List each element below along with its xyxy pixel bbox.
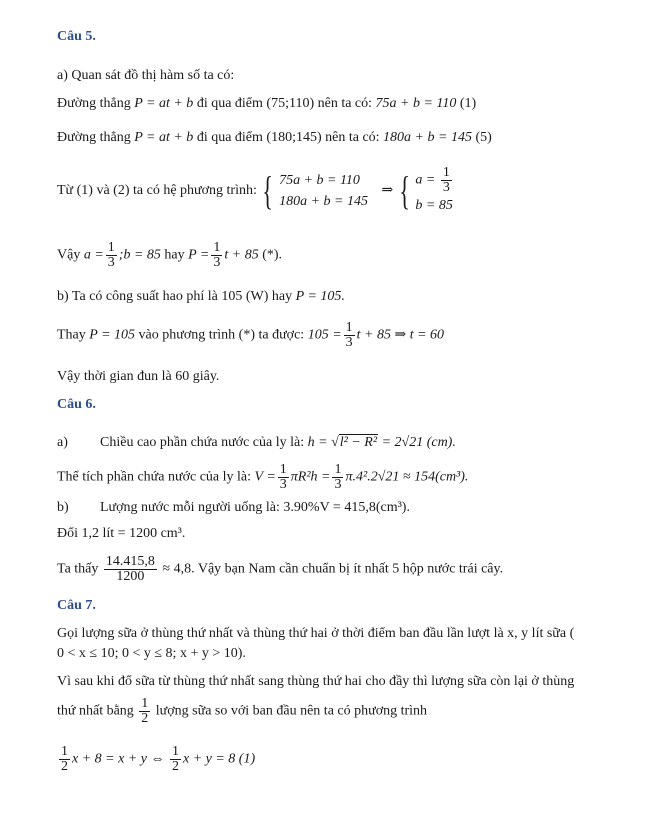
text: b) Ta có công suất hao phí là 105 (W) hay <box>57 289 293 304</box>
text: hay <box>164 247 185 263</box>
text: vào phương trình (*) ta được: <box>138 327 305 343</box>
numerator: 1 <box>107 240 115 255</box>
fraction <box>104 555 157 584</box>
equation: a = <box>83 247 104 263</box>
numerator: 14.415,8 <box>105 554 155 569</box>
tag: (*). <box>262 247 283 263</box>
q5-title: Câu 5. <box>57 29 96 44</box>
fraction <box>106 241 117 270</box>
equation: t + 85 <box>224 247 259 263</box>
fraction <box>344 321 355 350</box>
q5-thay-line <box>57 321 444 350</box>
tag: (5) <box>475 130 492 145</box>
text: thứ nhất bằng <box>57 703 134 719</box>
solution-a <box>415 166 453 195</box>
text: đi qua điểm (75;110) nên ta có: <box>196 96 373 111</box>
equation: 75a + b = 110 <box>279 173 360 188</box>
equation: ;b = 85 <box>118 247 161 263</box>
denominator: 2 <box>141 711 149 726</box>
equation: h = <box>307 435 328 450</box>
denominator: 3 <box>213 255 221 270</box>
numerator: 1 <box>345 320 353 335</box>
q7-p2-line1: Vì sau khi đổ sữa từ thùng thứ nhất sang thùng thứ hai cho đầy thì lượng sữa còn lại ở thùng <box>57 674 575 689</box>
sqrt-content: l² − R² <box>339 435 378 450</box>
q5-line1 <box>57 95 476 113</box>
q6-doi-line: Đổi 1,2 lít = 1200 cm³. <box>57 526 186 541</box>
q6-title: Câu 6. <box>57 397 96 412</box>
equation: x + y = 8 (1) <box>182 751 256 767</box>
equation: π.4².2√21 ≈ 154(cm³). <box>345 469 469 485</box>
numerator: 1 <box>442 165 450 180</box>
text: Đường thẳng <box>57 130 131 145</box>
equation: 180a + b = 145 <box>279 194 368 209</box>
q7-equation-line <box>57 745 255 774</box>
numerator: 1 <box>279 462 287 477</box>
denominator: 3 <box>334 477 342 492</box>
denominator: 3 <box>107 255 115 270</box>
q7-p1-line2: 0 < x ≤ 10; 0 < y ≤ 8; x + y > 10). <box>57 646 246 661</box>
sqrt-symbol: √ <box>331 435 339 450</box>
equation: 75a + b = 110 <box>375 96 457 111</box>
q6-volume-line <box>57 463 468 492</box>
text: Thay <box>57 327 86 343</box>
q7-p1-line1: Gọi lượng sữa ở thùng thứ nhất và thùng thứ hai ở thời điểm ban đầu lần lượt là x, y lít sữa ( <box>57 626 575 641</box>
equation: b = 85 <box>415 198 453 213</box>
text: lượng sữa so với ban đầu nên ta có phương trình <box>155 703 428 719</box>
q6-ta-thay-line <box>57 555 503 584</box>
equation: 105 = <box>307 327 342 343</box>
tag: (1) <box>459 96 477 111</box>
text: Từ (1) và (2) ta có hệ phương trình: <box>57 183 257 198</box>
equation: πR²h = <box>290 469 331 485</box>
denominator: 2 <box>171 759 179 774</box>
denominator: 2 <box>61 759 68 774</box>
q5-system-line <box>57 166 454 216</box>
numerator: 1 <box>213 240 221 255</box>
fraction <box>211 241 222 270</box>
denominator: 1200 <box>116 569 145 584</box>
text: Vậy <box>57 247 81 263</box>
fraction <box>139 697 150 726</box>
numerator: 1 <box>171 744 179 759</box>
equation: P = 105. <box>295 289 345 304</box>
denominator: 3 <box>279 477 287 492</box>
q6-b-line: Lượng nước mỗi người uống là: 3.90%V = 415,8(cm³). <box>100 500 410 515</box>
equation: P = at + b <box>134 96 194 111</box>
text: đi qua điểm (180;145) nên ta có: <box>196 130 380 145</box>
equation: 180a + b = 145 <box>383 130 472 145</box>
left-brace: { <box>399 168 410 213</box>
numerator: 1 <box>141 696 149 711</box>
equation: t + 85 ⇒ t = 60 <box>356 327 445 343</box>
q6-b-label: b) <box>57 500 69 515</box>
equation: x + 8 = x + y ⇔ <box>72 751 165 767</box>
q5-a-intro: a) Quan sát đồ thị hàm số ta có: <box>57 68 235 83</box>
fraction <box>278 463 289 492</box>
q5-b-line <box>57 288 345 306</box>
q5-line2 <box>57 129 492 147</box>
denominator: 3 <box>345 335 353 350</box>
fraction <box>59 745 70 774</box>
text: Đường thẳng <box>57 96 131 111</box>
equation: P = 105 <box>89 327 136 343</box>
q6-a-label: a) <box>57 435 68 450</box>
q7-p2-line2 <box>57 697 427 726</box>
text: Thể tích phần chứa nước của ly là: <box>57 469 252 485</box>
equation: P = <box>188 247 210 263</box>
denominator: 3 <box>442 180 450 195</box>
equation: V = <box>254 469 276 485</box>
equation: a = <box>415 172 436 188</box>
text: Ta thấy <box>57 561 99 577</box>
equation: = 2√21 (cm). <box>381 435 456 450</box>
text: Chiều cao phần chứa nước của ly là: <box>100 435 305 450</box>
left-brace: { <box>262 168 274 213</box>
text: ≈ 4,8. Vậy bạn Nam cần chuẩn bị ít nhất 5 hộp nước trái cây. <box>162 561 504 577</box>
implies-symbol: ⇒ <box>381 183 394 198</box>
numerator: 1 <box>334 462 342 477</box>
q7-title: Câu 7. <box>57 598 96 613</box>
fraction <box>170 745 181 774</box>
q6-a-line <box>100 434 456 452</box>
system-solution <box>415 166 453 216</box>
equation: P = at + b <box>134 130 194 145</box>
q5-conclusion: Vậy thời gian đun là 60 giây. <box>57 369 220 384</box>
numerator: 1 <box>61 744 68 759</box>
q5-vay-line <box>57 241 282 270</box>
fraction <box>332 463 343 492</box>
fraction <box>441 166 452 195</box>
system-equations <box>279 170 368 212</box>
